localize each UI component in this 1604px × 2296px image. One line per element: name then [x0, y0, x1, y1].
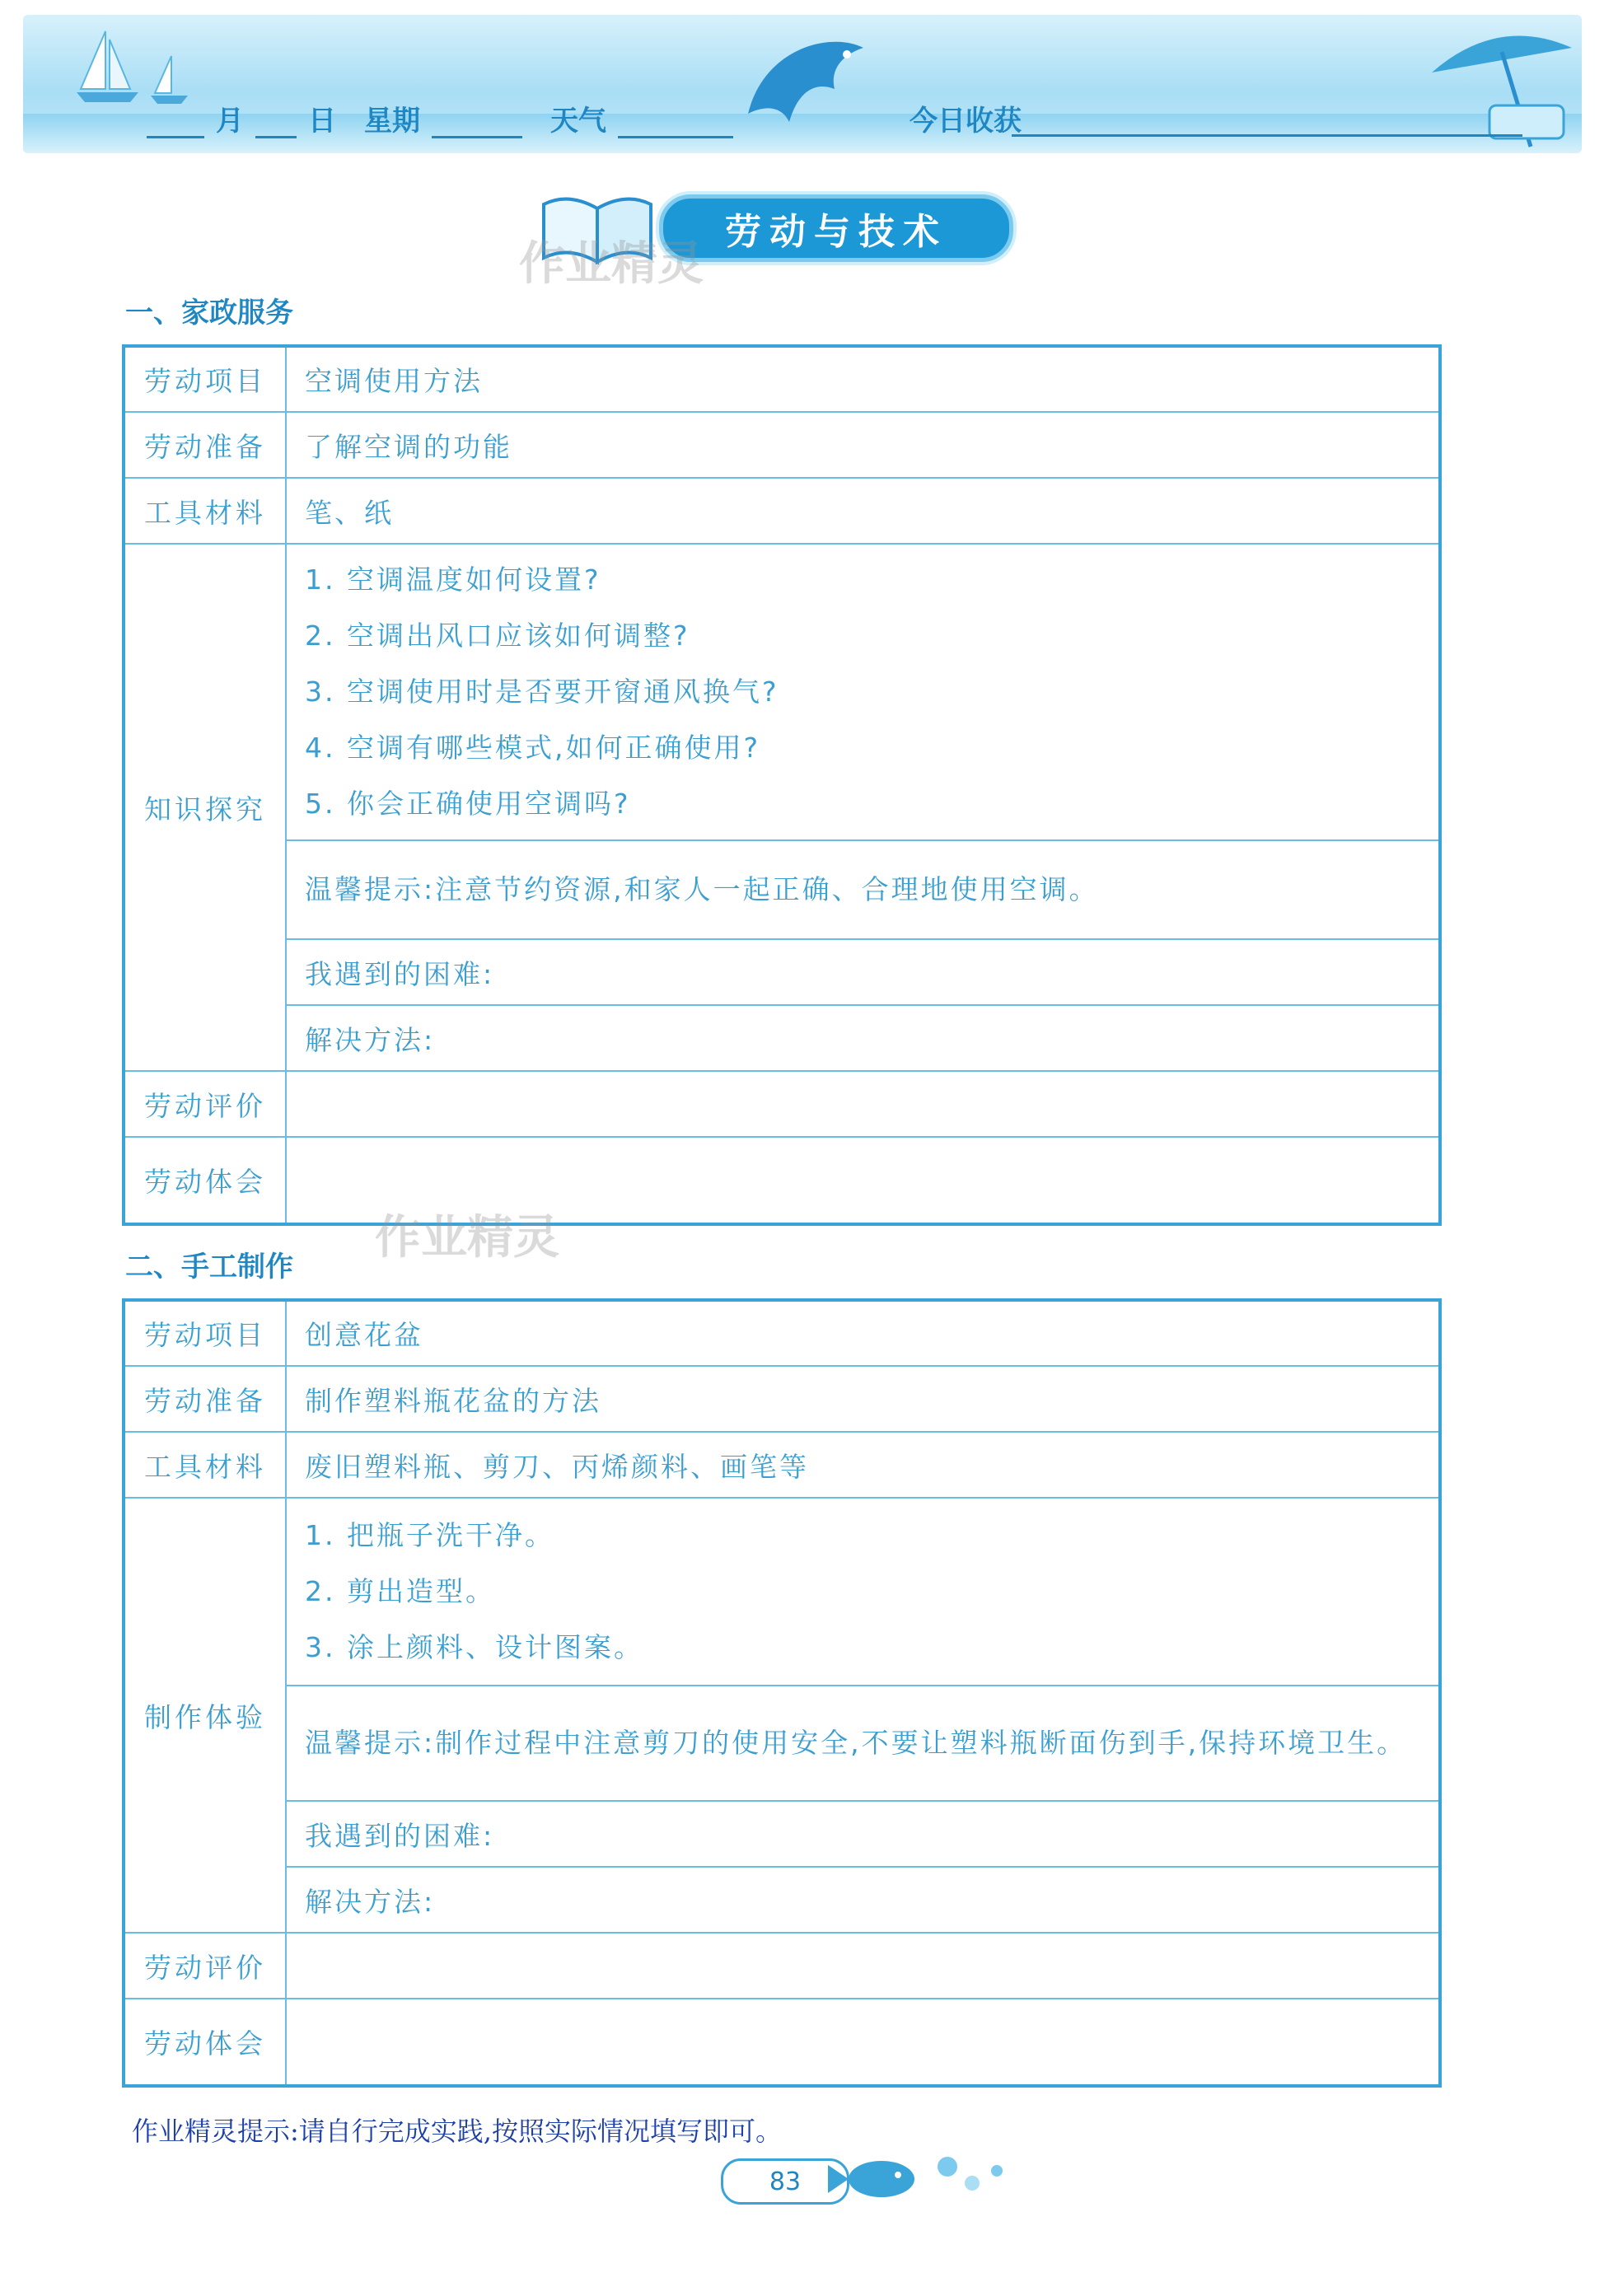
day-label: 日: [308, 105, 336, 138]
experience-label: 制作体验: [124, 1498, 286, 1933]
table-row: [124, 346, 1440, 412]
project-value: 创意花盆: [286, 1300, 1440, 1366]
project-label: 劳动项目: [124, 346, 286, 412]
table-row: [124, 1432, 1440, 1498]
feel-label: 劳动体会: [124, 1999, 286, 2086]
table-row: [124, 412, 1440, 478]
table-row: [124, 1686, 1440, 1801]
section1-heading: 一、家政服务: [125, 297, 293, 330]
tip-text: 温馨提示:制作过程中注意剪刀的使用安全,不要让塑料瓶断面伤到手,保持环境卫生。: [305, 1727, 1407, 1759]
table-row: [124, 939, 1440, 1005]
table-row: [124, 1801, 1440, 1867]
eval-field[interactable]: [286, 1933, 1440, 1999]
section2-heading: 二、手工制作: [125, 1251, 293, 1284]
solution-field[interactable]: 解决方法:: [286, 1005, 1440, 1071]
tip-text: 温馨提示:注意节约资源,和家人一起正确、合理地使用空调。: [305, 873, 1099, 905]
table-row: [124, 478, 1440, 544]
list-item: 2. 剪出造型。: [305, 1575, 495, 1607]
section-title-badge: 劳动与技术: [659, 194, 1013, 262]
table-row: [124, 1071, 1440, 1137]
list-item: 5. 你会正确使用空调吗?: [305, 788, 631, 820]
table-row: [124, 840, 1440, 939]
list-item: 1. 把瓶子洗干净。: [305, 1519, 554, 1551]
prep-value: 制作塑料瓶花盆的方法: [286, 1366, 1440, 1432]
table-row: [124, 1300, 1440, 1366]
questions-cell: [286, 544, 1440, 840]
difficulty-field[interactable]: 我遇到的困难:: [286, 1801, 1440, 1867]
gains-label: 今日收获: [910, 105, 1022, 138]
list-item: 3. 空调使用时是否要开窗通风换气?: [305, 676, 779, 708]
table-row: [124, 1137, 1440, 1224]
housework-table: [122, 344, 1442, 1226]
table-row: [124, 1005, 1440, 1071]
tip-cell: [286, 840, 1440, 939]
feel-field[interactable]: [286, 1999, 1440, 2086]
eval-label: 劳动评价: [124, 1071, 286, 1137]
weather-label: 天气: [550, 105, 606, 138]
list-item: 3. 涂上颜料、设计图案。: [305, 1631, 643, 1663]
gains-blank[interactable]: [1012, 134, 1522, 137]
project-value: 空调使用方法: [286, 346, 1440, 412]
header-banner: [23, 15, 1582, 153]
prep-label: 劳动准备: [124, 412, 286, 478]
watermark-text: 作业精灵: [375, 1211, 559, 1265]
table-row: [124, 1999, 1440, 2086]
month-label: 月: [216, 105, 244, 138]
list-item: 1. 空调温度如何设置?: [305, 563, 601, 596]
handcraft-table: [122, 1298, 1442, 2088]
eval-label: 劳动评价: [124, 1933, 286, 1999]
feel-label: 劳动体会: [124, 1137, 286, 1224]
weekday-blank[interactable]: [432, 105, 522, 138]
table-row: [124, 544, 1440, 840]
footer-note: 作业精灵提示:请自行完成实践,按照实际情况填写即可。: [132, 2116, 782, 2147]
page-number: 83: [721, 2158, 849, 2205]
tip-cell: [286, 1686, 1440, 1801]
list-item: 4. 空调有哪些模式,如何正确使用?: [305, 732, 760, 764]
solution-field[interactable]: 解决方法:: [286, 1867, 1440, 1933]
tools-value: 笔、纸: [286, 478, 1440, 544]
month-blank[interactable]: [147, 105, 204, 138]
project-label: 劳动项目: [124, 1300, 286, 1366]
difficulty-field[interactable]: 我遇到的困难:: [286, 939, 1440, 1005]
tools-label: 工具材料: [124, 478, 286, 544]
date-weather-row: [147, 97, 1022, 138]
tools-label: 工具材料: [124, 1432, 286, 1498]
explore-label: 知识探究: [124, 544, 286, 1071]
list-item: 2. 空调出风口应该如何调整?: [305, 620, 690, 652]
table-row: [124, 1366, 1440, 1432]
steps-cell: [286, 1498, 1440, 1686]
weather-blank[interactable]: [618, 105, 733, 138]
watermark-text: 作业精灵: [519, 237, 704, 291]
eval-field[interactable]: [286, 1071, 1440, 1137]
weekday-label: 星期: [364, 105, 420, 138]
beach-umbrella-icon: [1424, 15, 1580, 153]
day-blank[interactable]: [255, 105, 297, 138]
table-row: [124, 1498, 1440, 1686]
table-row: [124, 1867, 1440, 1933]
prep-value: 了解空调的功能: [286, 412, 1440, 478]
table-row: [124, 1933, 1440, 1999]
tools-value: 废旧塑料瓶、剪刀、丙烯颜料、画笔等: [286, 1432, 1440, 1498]
prep-label: 劳动准备: [124, 1366, 286, 1432]
fish-decoration-icon: [824, 2142, 1022, 2216]
